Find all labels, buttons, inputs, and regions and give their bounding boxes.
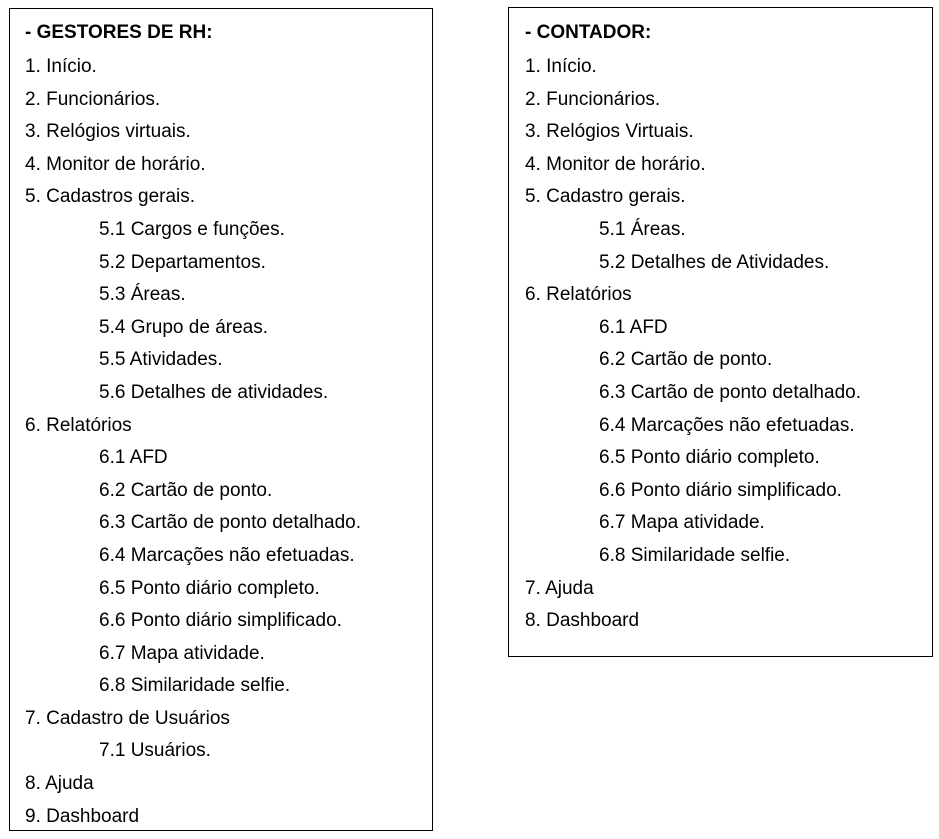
contador-menu-item: 2. Funcionários. — [525, 88, 661, 110]
gestores-rh-menu-item: 8. Ajuda — [25, 773, 94, 795]
gestores-rh-menu-item: 6.7 Mapa atividade. — [99, 642, 265, 664]
gestores-rh-menu-item: 2. Funcionários. — [25, 88, 161, 110]
gestores-rh-menu-item: 1. Início. — [25, 56, 97, 77]
contador-menu-item: 7. Ajuda — [525, 577, 594, 599]
contador-title: - CONTADOR: — [525, 22, 652, 43]
contador-menu-item: 3. Relógios Virtuais. — [525, 121, 694, 143]
gestores-rh-menu-item: 7.1 Usuários. — [99, 740, 211, 762]
contador-menu-item: 8. Dashboard — [525, 610, 640, 632]
contador-menu — [525, 57, 932, 644]
gestores-rh-panel — [9, 8, 433, 831]
gestores-rh-menu-item: 4. Monitor de horário. — [25, 153, 206, 175]
gestores-rh-menu-item: 5. Cadastros gerais. — [25, 186, 196, 208]
contador-menu-item: 6.4 Marcações não efetuadas. — [599, 414, 855, 436]
gestores-rh-menu-item: 9. Dashboard — [25, 805, 140, 827]
contador-menu-item: 4. Monitor de horário. — [525, 153, 706, 175]
contador-menu-item: 6.8 Similaridade selfie. — [599, 544, 791, 566]
gestores-rh-menu-item: 6.5 Ponto diário completo. — [99, 577, 320, 599]
contador-menu-item: 6. Relatórios — [525, 284, 632, 306]
contador-menu-item: 6.2 Cartão de ponto. — [599, 349, 773, 371]
contador-menu-item: 6.7 Mapa atividade. — [599, 512, 765, 534]
contador-menu-item: 5. Cadastro gerais. — [525, 186, 686, 208]
gestores-rh-menu-item: 6.2 Cartão de ponto. — [99, 479, 273, 501]
gestores-rh-menu-item: 6.3 Cartão de ponto detalhado. — [99, 512, 361, 534]
contador-menu-item: 5.2 Detalhes de Atividades. — [599, 251, 830, 273]
contador-menu-item: 5.1 Áreas. — [599, 218, 686, 240]
gestores-rh-menu-item: 5.2 Departamentos. — [99, 251, 266, 273]
gestores-rh-menu-item: 5.1 Cargos e funções. — [99, 218, 285, 240]
gestores-rh-menu-item: 5.6 Detalhes de atividades. — [99, 381, 329, 403]
contador-menu-item: 6.1 AFD — [599, 316, 668, 338]
gestores-rh-title: - GESTORES DE RH: — [25, 22, 213, 43]
gestores-rh-menu-item: 3. Relógios virtuais. — [25, 121, 191, 143]
gestores-rh-menu-item: 6.4 Marcações não efetuadas. — [99, 544, 355, 566]
gestores-rh-menu-item: 6.8 Similaridade selfie. — [99, 675, 291, 697]
gestores-rh-menu-item: 5.4 Grupo de áreas. — [99, 316, 268, 338]
contador-panel — [508, 7, 933, 657]
contador-menu-item: 6.3 Cartão de ponto detalhado. — [599, 381, 861, 403]
gestores-rh-menu-item: 6.1 AFD — [99, 447, 168, 469]
gestores-rh-menu-item: 6. Relatórios — [25, 414, 132, 436]
contador-menu-item: 6.6 Ponto diário simplificado. — [599, 479, 842, 501]
contador-menu-item: 6.5 Ponto diário completo. — [599, 447, 820, 469]
contador-menu-item: 1. Início. — [525, 56, 597, 77]
gestores-rh-menu-item: 7. Cadastro de Usuários — [25, 707, 230, 729]
gestores-rh-menu — [25, 57, 432, 839]
gestores-rh-menu-item: 5.5 Atividades. — [99, 349, 223, 371]
gestores-rh-menu-item: 6.6 Ponto diário simplificado. — [99, 610, 342, 632]
gestores-rh-menu-item: 5.3 Áreas. — [99, 284, 186, 306]
